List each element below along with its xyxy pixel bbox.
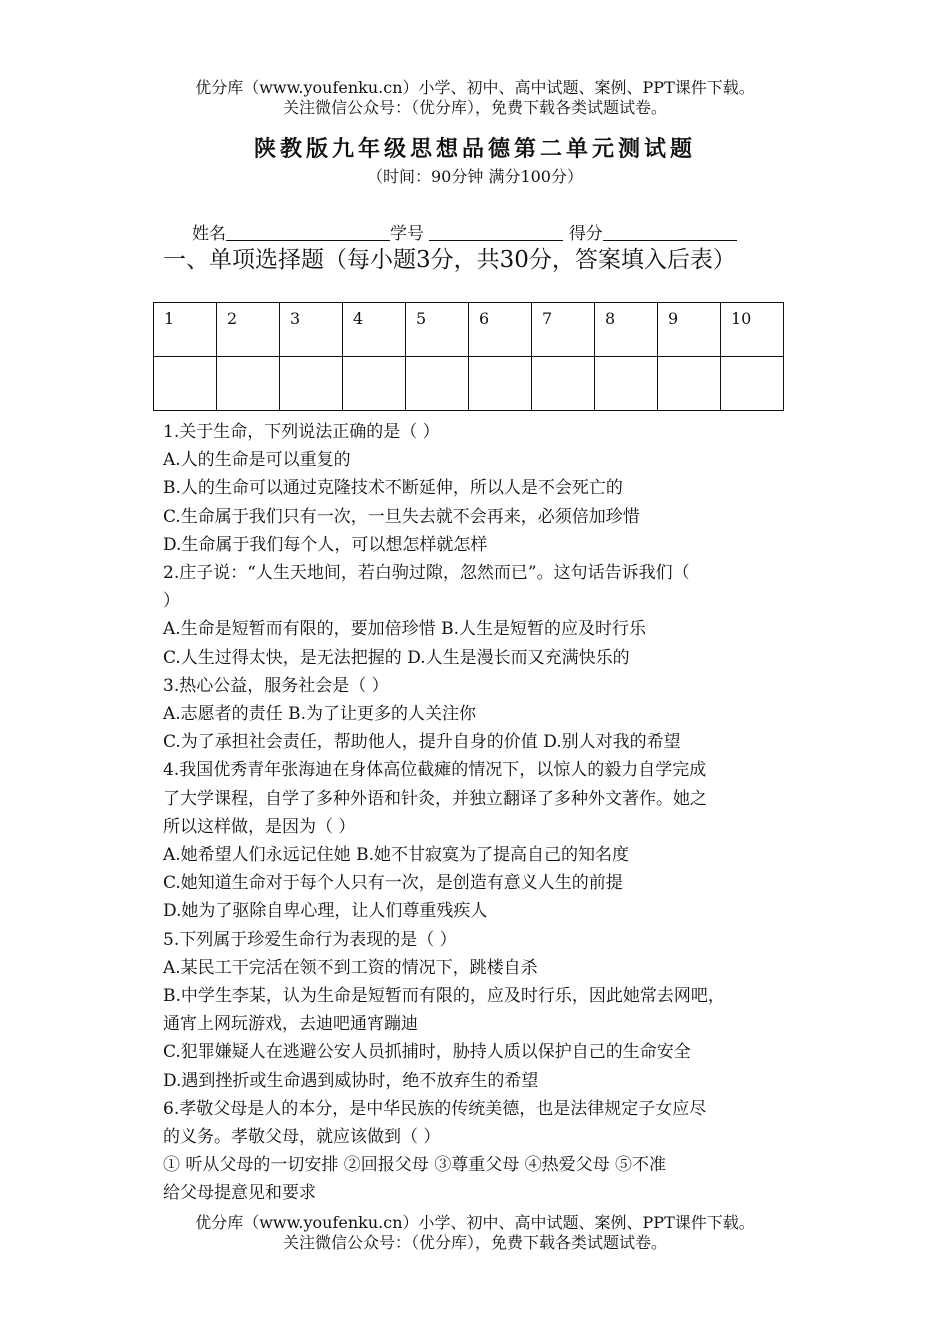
score-label: 得分 [568,224,603,244]
score-blank[interactable] [603,224,737,241]
page-title: 陕教版九年级思想品德第二单元测试题 [253,136,696,162]
answer-cell[interactable] [532,357,595,411]
question-list [163,418,803,1208]
question-line: ① 听从父母的一切安排 ②回报父母 ③尊重父母 ④热爱父母 ⑤不准 [163,1155,667,1176]
question-line: 了大学课程，自学了多种外语和针灸，并独立翻译了多种外文著作。她之 [163,788,707,809]
question-line: 2.庄子说：“人生天地间，若白驹过隙，忽然而已”。这句话告诉我们（ [163,563,690,584]
student-info-row [192,219,737,244]
answer-number: 3 [280,303,343,357]
footer-line-2: 关注微信公众号：（优分库），免费下载各类试题试卷。 [282,1233,667,1252]
question-line: 4.我国优秀青年张海迪在身体高位截瘫的情况下，以惊人的毅力自学完成 [163,760,707,781]
answer-number: 6 [469,303,532,357]
answer-number: 10 [721,303,784,357]
answer-cell[interactable] [343,357,406,411]
header-line-2: 关注微信公众号：（优分库），免费下载各类试题试卷。 [282,98,667,117]
question-line: C.她知道生命对于每个人只有一次，是创造有意义人生的前提 [163,873,623,894]
question-line: A.志愿者的责任 B.为了让更多的人关注你 [163,704,476,725]
answer-cell[interactable] [217,357,280,411]
student-id-label: 学号 [390,224,424,244]
question-line: A.她希望人们永远记住她 B.她不甘寂寞为了提高自己的知名度 [163,845,629,866]
question-line: C.犯罪嫌疑人在逃避公安人员抓捕时，胁持人质以保护自己的生命安全 [163,1042,691,1063]
question-line: D.生命属于我们每个人，可以想怎样就怎样 [163,534,488,555]
question-line: B.人的生命可以通过克隆技术不断延伸，所以人是不会死亡的 [163,478,623,499]
question-line: B.中学生李某，认为生命是短暂而有限的，应及时行乐，因此她常去网吧， [163,986,725,1007]
section-1-heading: 一、单项选择题（每小题3分，共30分，答案填入后表） [163,247,736,273]
answer-number-row [154,303,784,357]
answer-number: 7 [532,303,595,357]
answer-cell[interactable] [721,357,784,411]
question-line: C.人生过得太快，是无法把握的 D.人生是漫长而又充满快乐的 [163,647,630,668]
answer-number: 5 [406,303,469,357]
footer-line-1: 优分库（www.youfenku.cn）小学、初中、高中试题、案例、PPT课件下载。 [195,1213,755,1232]
question-line: 所以这样做，是因为（ ） [163,816,356,837]
answer-cell[interactable] [406,357,469,411]
question-line: C.生命属于我们只有一次，一旦失去就不会再来，必须倍加珍惜 [163,506,640,527]
question-line: D.她为了驱除自卑心理，让人们尊重残疾人 [163,901,488,922]
student-id-blank[interactable] [429,224,563,241]
answer-cell[interactable] [469,357,532,411]
question-line: 3.热心公益，服务社会是（ ） [163,675,389,696]
question-line: A.生命是短暂而有限的，要加倍珍惜 B.人生是短暂的应及时行乐 [163,619,646,640]
question-line: 给父母提意见和要求 [163,1183,316,1204]
question-line: 5.下列属于珍爱生命行为表现的是（ ） [163,929,457,950]
answer-number: 1 [154,303,217,357]
question-line: 6.孝敬父母是人的本分，是中华民族的传统美德，也是法律规定子女应尽 [163,1098,707,1119]
answer-number: 9 [658,303,721,357]
answer-number: 4 [343,303,406,357]
answer-number: 2 [217,303,280,357]
question-line: ） [163,591,180,612]
question-line: C.为了承担社会责任，帮助他人，提升自身的价值 D.别人对我的希望 [163,732,681,753]
answer-blank-row [154,357,784,411]
question-line: A.人的生命是可以重复的 [163,450,351,471]
question-line: 的义务。孝敬父母，就应该做到（ ） [163,1127,441,1148]
answer-table [153,302,784,411]
answer-cell[interactable] [280,357,343,411]
answer-number: 8 [595,303,658,357]
question-line: 1.关于生命，下列说法正确的是（ ） [163,422,440,442]
header-line-1: 优分库（www.youfenku.cn）小学、初中、高中试题、案例、PPT课件下载。 [195,78,755,97]
question-line: 通宵上网玩游戏，去迪吧通宵蹦迪 [163,1014,418,1035]
answer-cell[interactable] [595,357,658,411]
answer-cell[interactable] [658,357,721,411]
name-label: 姓名 [192,224,226,244]
answer-cell[interactable] [154,357,217,411]
exam-time-score: （时间：90分钟 满分100分） [367,167,583,186]
question-line: A.某民工干完活在领不到工资的情况下，跳楼自杀 [163,957,538,978]
name-blank[interactable] [226,224,390,241]
question-line: D.遇到挫折或生命遇到威协时，绝不放弃生的希望 [163,1070,539,1091]
